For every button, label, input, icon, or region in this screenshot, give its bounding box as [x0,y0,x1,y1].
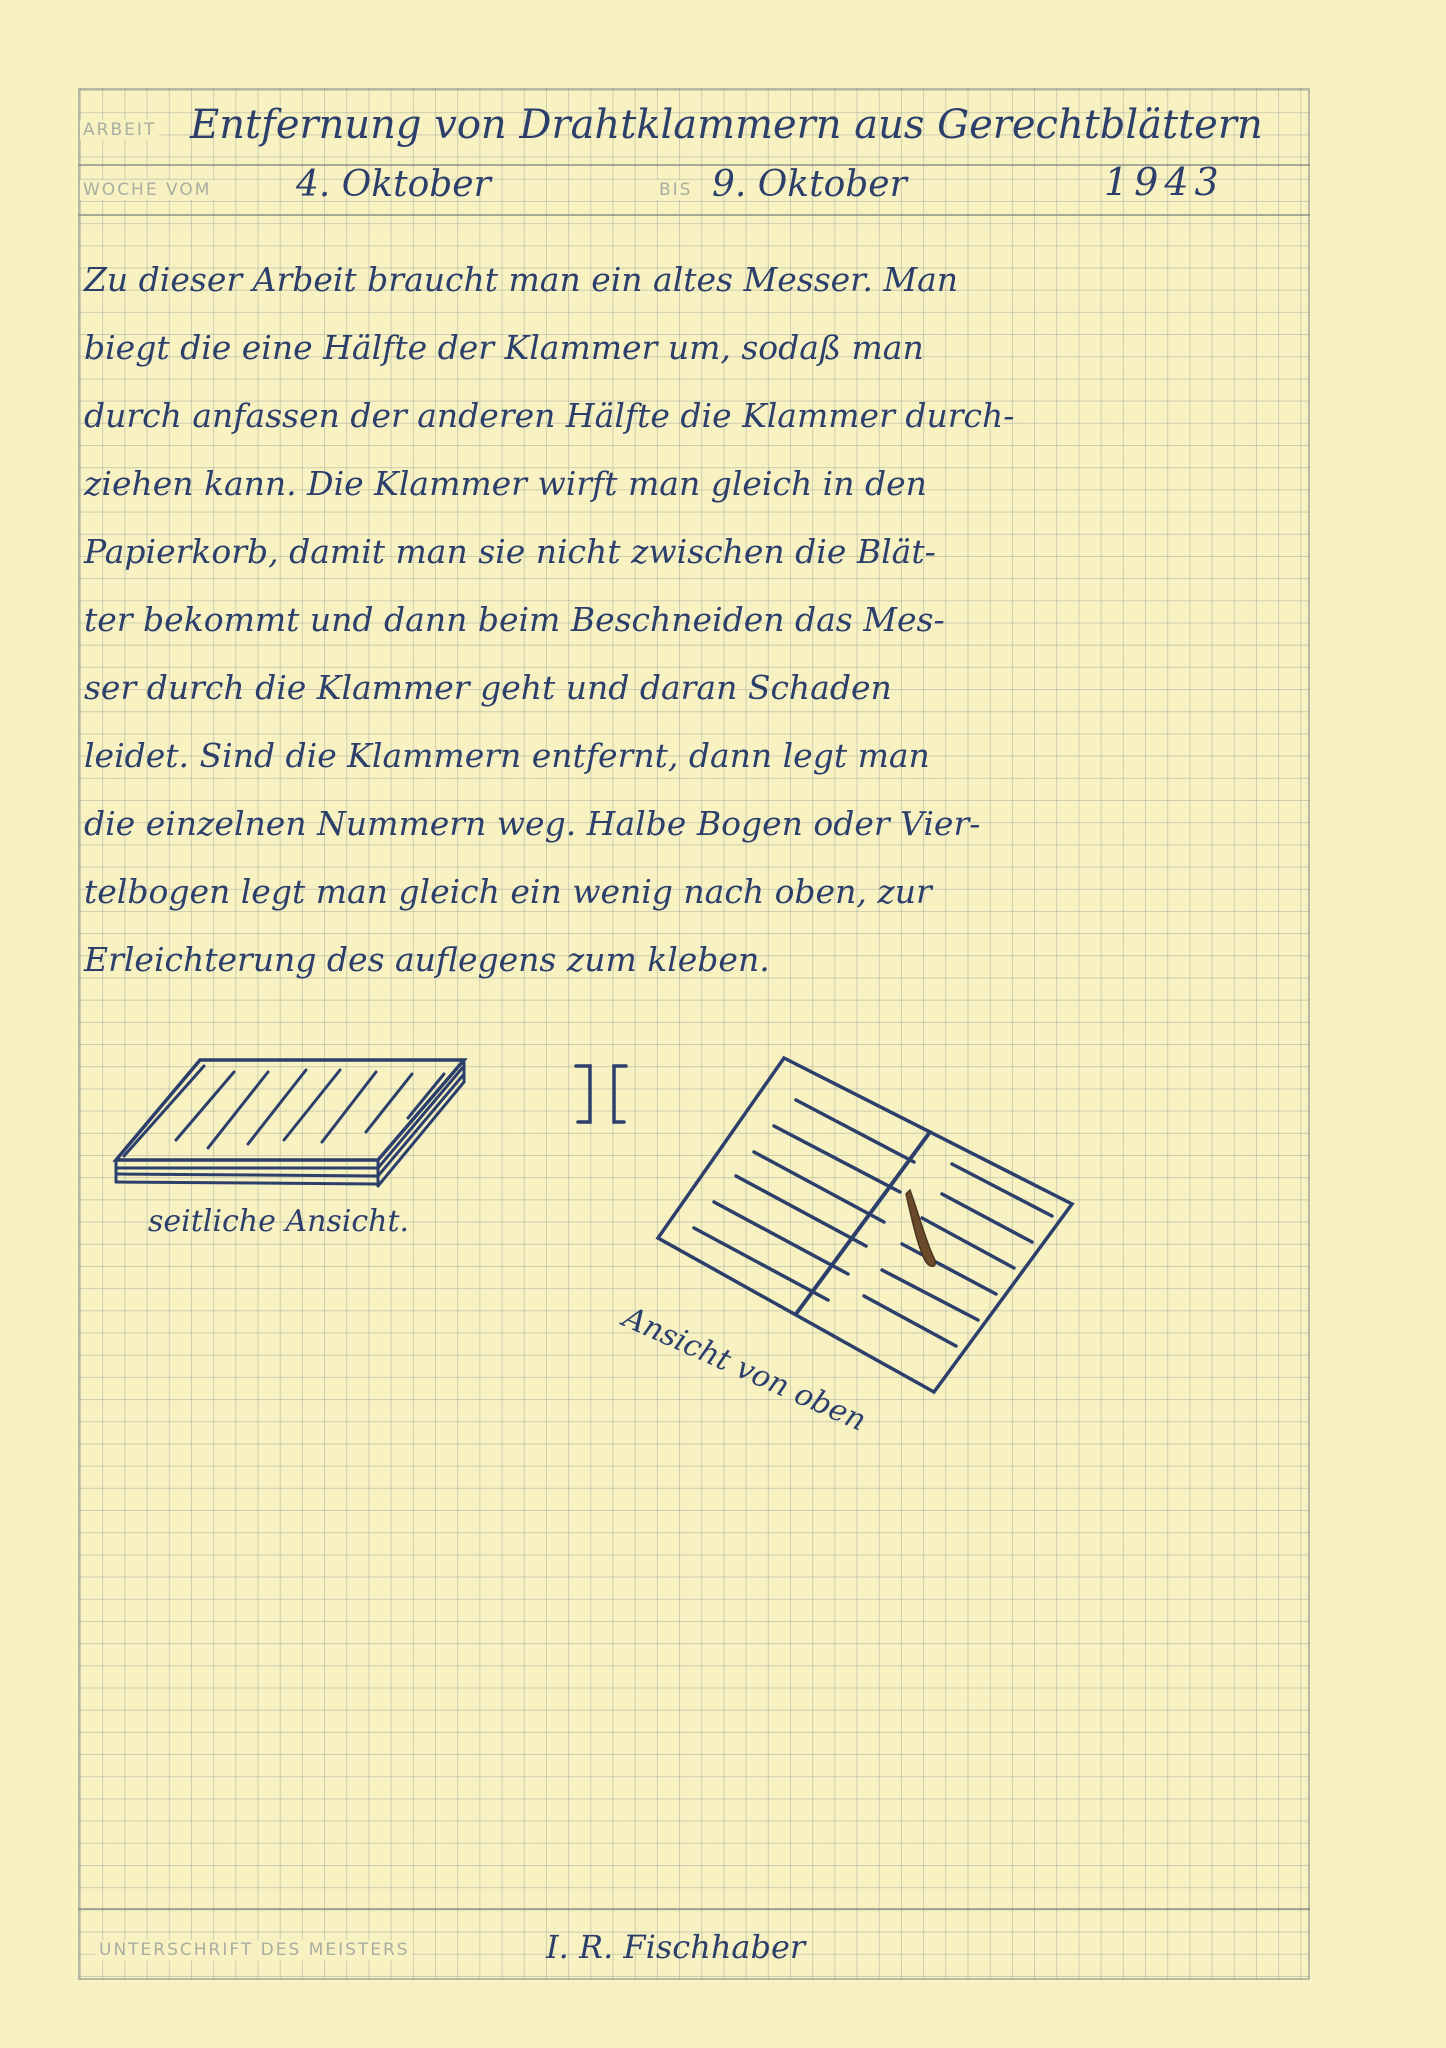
staple-drawing [566,1060,646,1130]
date-from: 4. Oktober [296,164,491,205]
footer-rule [78,1908,1310,1910]
side-view-drawing [108,1052,478,1202]
body-line: Zu dieser Arbeit braucht man ein altes Messer. Man [84,260,959,299]
body-line: Papierkorb, damit man sie nicht zwischen die Blät- [84,532,936,571]
side-view-caption: seitliche Ansicht. [148,1204,410,1239]
top-view-caption: Ansicht von oben [617,1300,872,1439]
body-line: durch anfassen der anderen Hälfte die Klammer durch- [84,396,1015,435]
entry-title: Entfernung von Drahtklammern aus Gerechtblättern [190,102,1263,148]
work-label: ARBEIT [80,120,159,140]
body-line: leidet. Sind die Klammern entfernt, dann legt man [84,736,930,775]
body-line: biegt die eine Hälfte der Klammer um, sodaß man [84,328,924,367]
week-to-label: BIS [656,180,695,200]
entry-body [84,246,1314,994]
year: 1943 [1104,160,1225,204]
header-rule [78,214,1310,216]
date-to: 9. Oktober [712,164,907,205]
week-from-label: WOCHE VOM [80,180,214,200]
body-line: telbogen legt man gleich ein wenig nach oben, zur [84,872,932,911]
body-line: die einzelnen Nummern weg. Halbe Bogen oder Vier- [84,804,981,843]
body-line: ziehen kann. Die Klammer wirft man gleich in den [84,464,927,503]
body-line: ser durch die Klammer geht und daran Schaden [84,668,892,707]
signature-label: UNTERSCHRIFT DES MEISTERS [96,1940,413,1960]
body-line: Erleichterung des auflegens zum kleben. [84,940,770,979]
signature: I. R. Fischhaber [546,1928,806,1966]
body-line: ter bekommt und dann beim Beschneiden das Mes- [84,600,945,639]
